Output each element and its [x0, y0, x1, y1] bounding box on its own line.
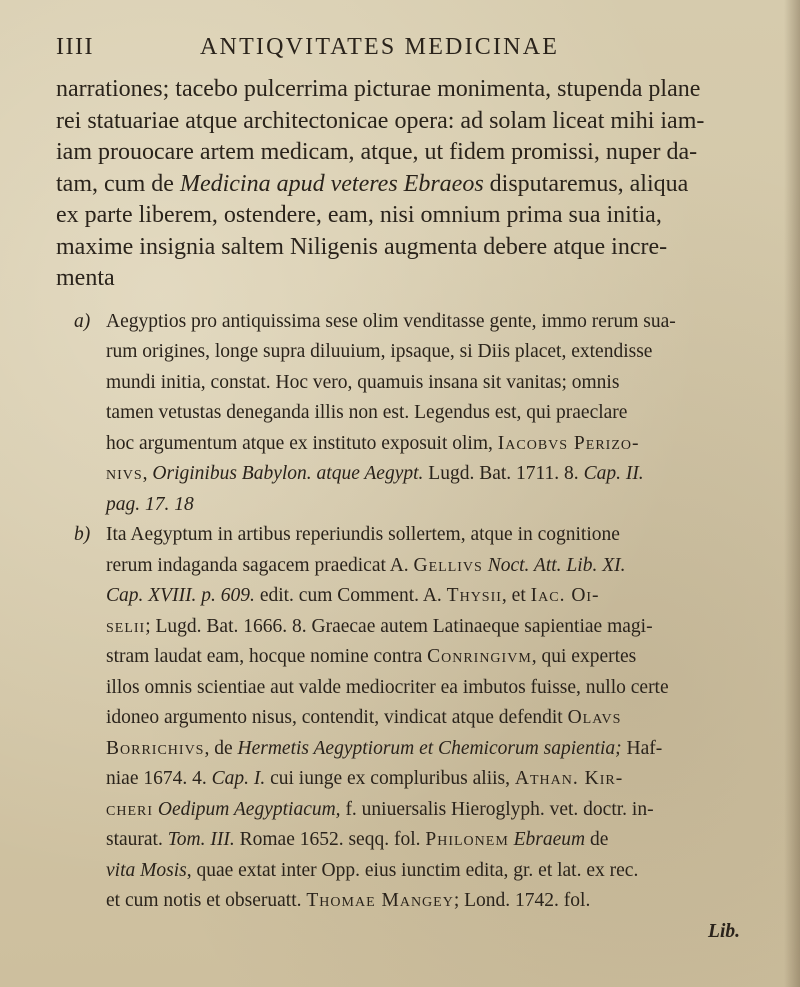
text-run: hoc argumentum atque ex instituto exposuit olim,: [106, 432, 498, 454]
running-title: ANTIQVITATES MEDICINAE: [200, 34, 560, 60]
note-line: [56, 703, 762, 734]
main-text: [56, 74, 762, 295]
note-line: illos omnis scientiae aut valde mediocriter ea imbutos fuisse, nullo certe: [106, 676, 669, 698]
text-run: de: [585, 829, 609, 850]
author-name: Iacobvs Perizo-: [497, 432, 640, 454]
main-line: ex parte liberem, ostendere, eam, nisi omnium prima sua initia,: [56, 202, 662, 228]
text-run: , et: [501, 585, 531, 606]
text-run: rerum indaganda sagacem praedicat A.: [106, 554, 414, 576]
text-run: Romae 1652. seqq. fol.: [234, 829, 426, 850]
note-line: [56, 490, 762, 521]
main-line: maxime insignia saltem Niligenis augmenta debere atque incre-: [56, 233, 668, 260]
catchword: Lib.: [708, 920, 740, 942]
main-line: iam prouocare artem medicam, atque, ut fidem promissi, nuper da-: [56, 139, 698, 165]
italic-title: vita Mosis: [106, 859, 187, 881]
italic-title: Hermetis Aegyptiorum et Chemicorum sapientia;: [237, 737, 622, 759]
author-name: Conringivm: [427, 646, 532, 667]
note-line: [56, 429, 762, 460]
text-run: Haf-: [621, 737, 663, 759]
author-name: Thysii: [446, 585, 502, 606]
author-name: Olavs: [567, 707, 622, 728]
text-run: , qui expertes: [531, 646, 637, 667]
note-line: Aegyptios pro antiquissima sese olim venditasse gente, immo rerum sua-: [106, 310, 676, 332]
author-name: selii: [106, 615, 146, 637]
text-run: stram laudat eam, hocque nomine contra: [106, 646, 428, 667]
note-line: [56, 581, 762, 612]
text-run: ; Lugd. Bat. 1666. 8. Graecae autem Latinaeque sapientiae magi-: [145, 615, 653, 637]
footnote-b: [56, 520, 762, 917]
footnote-mark: b): [74, 524, 91, 545]
author-name: Athan. Kir-: [514, 768, 624, 789]
note-line: tamen vetustas deneganda illis non est. Legendus est, qui praeclare: [106, 402, 628, 423]
text-run: staurat.: [106, 829, 168, 850]
note-line: [56, 734, 762, 765]
footnotes: [56, 307, 762, 948]
text-run: , quae extat inter Opp. eius iunctim edita, gr. et lat. ex rec.: [186, 859, 639, 881]
text-run: idoneo argumento nisus, contendit, vindicat atque defendit: [106, 707, 568, 728]
author-name: Gellivs: [413, 554, 483, 576]
note-line: [56, 612, 762, 643]
main-line: [56, 169, 762, 201]
author-name: Borrichivs: [106, 737, 205, 759]
italic-ref: Cap. XVIII. p. 609.: [106, 585, 255, 606]
italic-title: Medicina apud veteres Ebraeos: [179, 170, 484, 197]
text-run: , de: [204, 737, 238, 759]
note-line: [56, 795, 762, 826]
author-name: Iac. Oi-: [530, 585, 600, 606]
author-name: cheri: [106, 798, 153, 820]
italic-ref: Tom. III.: [167, 829, 235, 850]
italic-ref: pag. 17. 18: [106, 493, 194, 515]
note-line: [56, 825, 762, 856]
note-line: [56, 856, 762, 887]
footnote-mark: a): [74, 310, 91, 332]
main-line: narrationes; tacebo pulcerrima picturae monimenta, stupenda plane: [56, 76, 701, 102]
text-run: edit. cum Comment. A.: [254, 585, 447, 606]
italic-title: Oedipum Aegyptiacum,: [153, 798, 341, 820]
author-name: Philonem: [425, 829, 509, 850]
text-run: Lugd. Bat. 1711. 8.: [423, 463, 584, 484]
note-line: [56, 642, 762, 673]
main-line: rei statuariae atque architectonicae opera: ad solam liceat mihi iam-: [56, 107, 705, 134]
note-line: [56, 764, 762, 795]
italic-title: Originibus Babylon. atque Aegypt.: [152, 463, 424, 484]
author-name: nivs: [106, 463, 143, 484]
italic-ref: Cap. I.: [211, 768, 266, 789]
text-run: disputaremus, aliqua: [483, 170, 689, 197]
note-line: rum origines, longe supra diluuium, ipsaque, si Diis placet, extendisse: [106, 341, 653, 362]
text-run: cui iunge ex compluribus aliis,: [265, 768, 515, 789]
text-run: ; Lond. 1742. fol.: [453, 890, 591, 911]
text-run: et cum notis et obseruatt.: [106, 890, 307, 911]
text-run: niae 1674. 4.: [106, 768, 212, 789]
page-number: IIII: [56, 34, 94, 60]
italic-title: Ebraeum: [508, 829, 586, 850]
note-line: nivs, Originibus Babylon. atque Aegypt. Lugd. Bat. 1711. 8. Cap. II.: [106, 463, 644, 484]
note-line: [56, 886, 762, 917]
italic-ref: Cap. II.: [583, 463, 644, 484]
running-head: [56, 30, 762, 64]
italic-ref: Noct. Att. Lib. XI.: [482, 554, 626, 576]
note-line: Ita Aegyptum in artibus reperiundis sollertem, atque in cognitione: [106, 524, 620, 545]
page-gutter-shadow: [784, 0, 800, 987]
author-name: Thomae Mangey: [306, 890, 454, 911]
text-run: f. uniuersalis Hieroglyph. vet. doctr. in-: [340, 798, 654, 820]
note-line: mundi initia, constat. Hoc vero, quamuis insana sit vanitas; omnis: [106, 371, 620, 393]
footnote-a: [56, 307, 762, 521]
note-line: [56, 551, 762, 582]
main-line: menta: [56, 265, 115, 291]
text-run: tam, cum de: [56, 170, 180, 197]
